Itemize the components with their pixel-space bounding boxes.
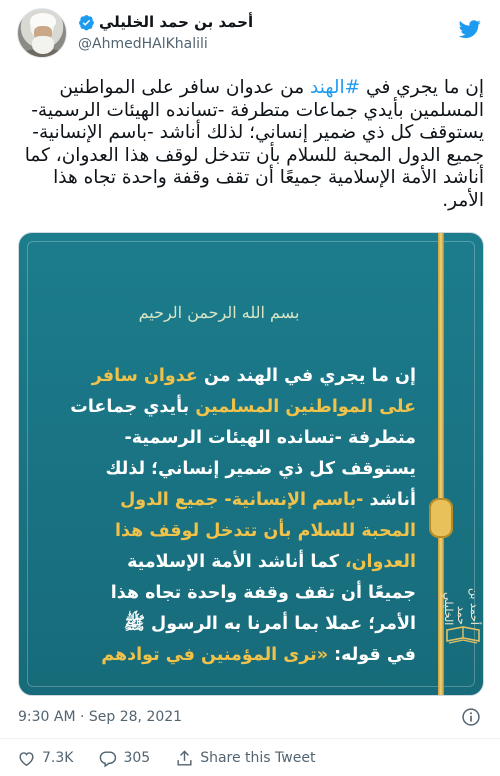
verified-badge-icon — [78, 14, 95, 31]
author-handle[interactable]: @AhmedHAlKhalili — [78, 36, 208, 52]
tweet-timestamp[interactable] — [18, 709, 182, 725]
image-text-line — [41, 516, 416, 547]
image-text-line — [41, 423, 416, 454]
tweet-actions — [17, 748, 340, 768]
like-count: 7.3K — [42, 750, 74, 766]
tweet-text — [18, 77, 484, 213]
reply-button[interactable] — [98, 749, 150, 768]
image-highlight-text: على المواطنين المسلمين — [195, 397, 416, 417]
image-text-line — [41, 485, 416, 516]
share-button[interactable] — [175, 749, 315, 768]
display-name[interactable]: أحمد بن حمد الخليلي — [99, 13, 254, 31]
tweet-header — [0, 0, 500, 68]
image-text-line — [41, 640, 416, 671]
tweet-text-part1: إن ما يجري في — [360, 77, 484, 98]
share-icon — [175, 749, 194, 768]
tweet-image[interactable] — [18, 232, 484, 696]
reply-icon — [98, 749, 117, 768]
share-label: Share this Tweet — [200, 750, 316, 766]
info-icon[interactable] — [461, 707, 481, 727]
gold-rope-decoration — [438, 233, 444, 696]
image-text-line — [41, 547, 416, 578]
image-signature: أحمد بن حمد الخليلي — [442, 588, 481, 625]
image-highlight-text: عدوان سافر — [91, 366, 198, 386]
heart-icon — [17, 749, 36, 768]
image-plain-text: كما أناشد الأمة الإسلامية — [127, 552, 345, 572]
image-text-line — [41, 392, 416, 423]
twitter-bird-icon[interactable] — [457, 18, 483, 40]
image-plain-text: متطرفة -تسانده الهيئات الرسمية- — [124, 428, 416, 448]
reply-count: 305 — [123, 750, 151, 766]
image-basmala: بسم الله الرحمن الرحيم — [138, 303, 300, 322]
image-text-line — [41, 609, 416, 640]
image-highlight-text: -باسم الإنسانية- جميع الدول — [120, 490, 364, 510]
tassel-decoration — [429, 498, 453, 538]
image-plain-text: أناشد — [363, 490, 416, 510]
image-plain-text: جميعًا أن تقف وقفة واحدة تجاه هذا — [110, 583, 416, 603]
tweet-date: Sep 28, 2021 — [88, 709, 183, 725]
image-text-line — [41, 361, 416, 392]
image-text-line — [41, 454, 416, 485]
image-plain-text: يستوقف كل ذي ضمير إنساني؛ لذلك — [105, 459, 416, 479]
tweet-time: 9:30 AM — [18, 709, 76, 725]
author-name-row[interactable] — [78, 13, 253, 31]
image-highlight-text: المحبة للسلام بأن تتدخل لوقف هذا — [115, 521, 416, 541]
divider — [0, 738, 500, 739]
meta-separator: · — [75, 709, 89, 725]
like-button[interactable] — [17, 749, 73, 768]
tweet-text-part2: من عدوان سافر على المواطنين المسلمين بأيدي جماعات متطرفة -تسانده الهيئات الرسمية- يستوقف كل ذي ضمير إنساني؛ لذلك أناشد -باسم الإنسانية- جميع الدول المحبة للسلام بأن تتدخل لوقف هذا العدوان، كما أناشد الأمة الإسلامية جميعًا أن تقف وقفة واحدة تجاه هذا الأمر. — [24, 77, 484, 211]
hashtag-link[interactable]: #الهند — [310, 77, 361, 98]
open-book-icon — [445, 625, 481, 645]
image-plain-text: بأيدي جماعات — [70, 397, 196, 417]
image-highlight-text: العدوان، — [344, 552, 416, 572]
image-highlight-text: «ترى المؤمنين في توادهم — [101, 645, 329, 665]
image-statement-text — [41, 361, 416, 671]
image-plain-text: الأمر؛ عملا بما أمرنا به الرسول ﷺ — [123, 614, 416, 634]
image-text-line — [41, 578, 416, 609]
image-plain-text: في قوله: — [328, 645, 416, 665]
image-plain-text: إن ما يجري في الهند من — [197, 366, 416, 386]
avatar[interactable] — [17, 8, 67, 58]
